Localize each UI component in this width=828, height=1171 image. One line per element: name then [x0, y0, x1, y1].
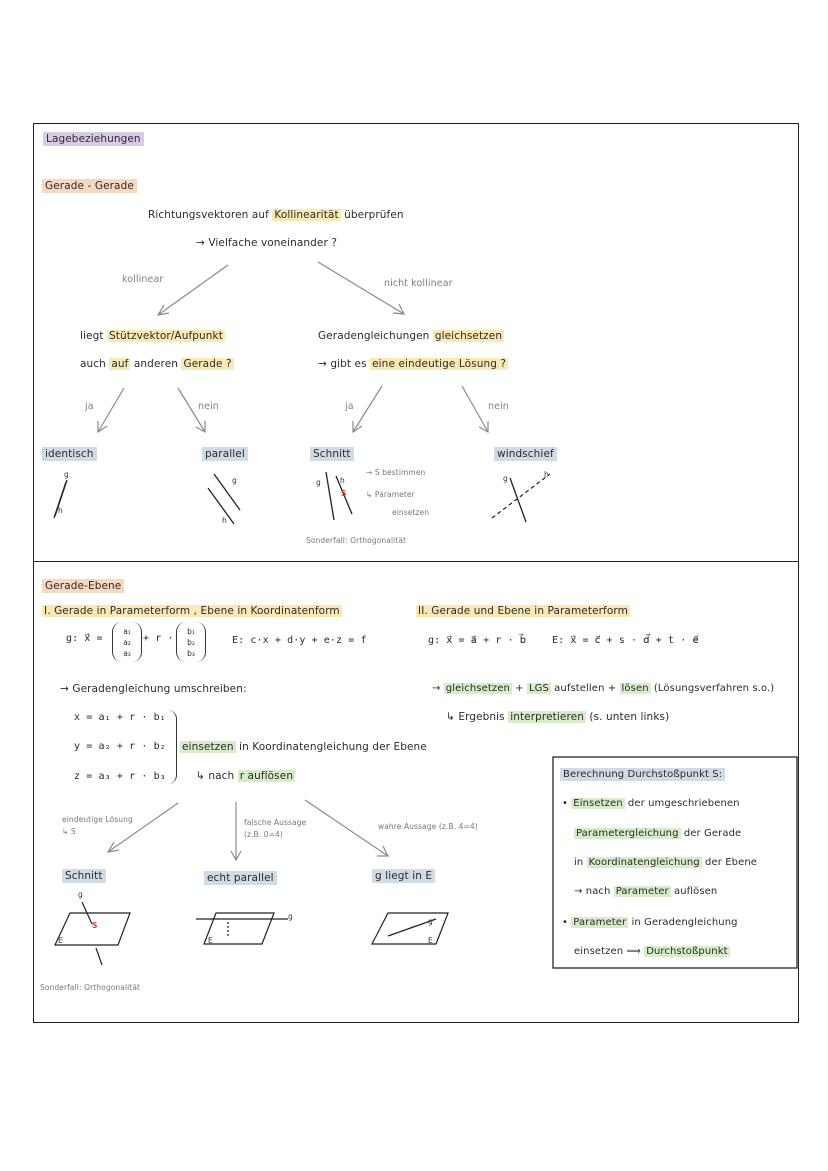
gg-left-question-2: auch auf anderen Gerade ? [80, 358, 232, 370]
ge-case2-note-1: falsche Aussage [244, 818, 307, 827]
gg-right-question-2: → gibt es eine eindeutige Lösung ? [318, 358, 507, 370]
gg-schnitt-label-s: S [341, 489, 347, 498]
ge-liegt-label-g: g [428, 917, 433, 926]
box-b2-line1: • Parameter in Geradengleichung [562, 917, 738, 928]
ge-result-echt-parallel: echt parallel [204, 871, 277, 885]
gg-parallel-label-h: h [222, 516, 227, 525]
ge-section-1-title: I. Gerade in Parameterform , Ebene in Koordinatenform [44, 605, 340, 617]
ge-result-liegt-in-e: g liegt in E [372, 869, 435, 883]
ge-solve: ↳ nach r auflösen [196, 770, 294, 782]
gg-branch-kollinear: kollinear [122, 274, 164, 285]
ge-parallel-label-g: g [288, 912, 293, 921]
gg-schnitt-note-1: → S bestimmen [366, 468, 426, 477]
gg-result-parallel: parallel [202, 447, 248, 461]
ge-brace [168, 710, 177, 784]
gg-branch-nicht-kollinear: nicht kollinear [384, 278, 453, 289]
ge-heading: Gerade-Ebene [42, 579, 124, 593]
gg-right-question: Geradengleichungen gleichsetzen [318, 330, 503, 342]
gg-result-identisch: identisch [42, 447, 97, 461]
ge-ii-step-1: → gleichsetzen + LGS aufstellen + lösen (Lösungsverfahren s.o.) [432, 683, 775, 694]
ge-rewrite: → Geradengleichung umschreiben: [60, 683, 247, 695]
gg-identisch-label-h: h [58, 506, 63, 515]
gg-ja-2: ja [345, 401, 354, 412]
gg-schnitt-note-2: ↳ Parameter [366, 490, 415, 499]
ge-section-2-title: II. Gerade und Ebene in Parameterform [418, 605, 628, 617]
ge-schnitt-label-e: E [58, 936, 63, 945]
ge-g-param-label: g: x⃗ = [66, 633, 103, 644]
ge-case3-note: wahre Aussage (z.B. 4=4) [378, 822, 478, 831]
ge-schnitt-label-s: S [92, 921, 98, 930]
gg-schnitt-label-g: g [316, 478, 321, 487]
gg-parallel-label-g: g [232, 476, 237, 485]
ge-parallel-label-e: E [208, 936, 213, 945]
ge-g-param-2: g: x⃗ = a⃗ + r · b⃗ [428, 635, 527, 646]
ge-eq-x: x = a₁ + r · b₁ [74, 712, 166, 723]
gg-nein-1: nein [198, 401, 219, 412]
gg-result-schnitt: Schnitt [310, 447, 354, 461]
gg-intro-line2: → Vielfache voneinander ? [196, 237, 338, 249]
gg-nein-2: nein [488, 401, 509, 412]
page-title: Lagebeziehungen [43, 132, 144, 146]
ge-insert: einsetzen in Koordinatengleichung der Ebene [182, 741, 427, 753]
ge-result-schnitt: Schnitt [62, 869, 106, 883]
ge-g-param-plus: + r · [143, 633, 174, 644]
gg-sonderfall: Sonderfall: Orthogonalität [306, 536, 407, 545]
ge-vector-b: b₁ b₂ b₃ [176, 622, 206, 662]
gg-schnitt-note-3: einsetzen [392, 508, 430, 517]
ge-ii-step-2: ↳ Ergebnis interpretieren (s. unten links) [446, 711, 670, 723]
box-b2-line2: einsetzen ⟹ Durchstoßpunkt [574, 946, 728, 957]
gg-ja-1: ja [85, 401, 94, 412]
ge-case2-note-2: (z.B. 0=4) [244, 830, 283, 839]
ge-schnitt-label-g: g [78, 890, 83, 899]
gg-windschief-label-g: g [503, 474, 508, 483]
ge-e-param-2: E: x⃗ = c⃗ + s · d⃗ + t · e⃗ [552, 635, 699, 646]
gg-schnitt-label-h: h [340, 476, 345, 485]
box-b1-line4: → nach Parameter auflösen [574, 886, 718, 897]
ge-sonderfall: Sonderfall: Orthogonalität [40, 983, 141, 992]
gg-identisch-label-g: g [64, 470, 69, 479]
ge-e-coord: E: c·x + d·y + e·z = f [232, 635, 367, 646]
box-b1-line1: • Einsetzen der umgeschriebenen [562, 798, 740, 809]
gg-windschief-label-h: h [544, 470, 549, 479]
gg-intro: Richtungsvektoren auf Kollinearität überprüfen [148, 209, 404, 221]
ge-liegt-label-e: E [428, 936, 433, 945]
box-b1-line3: in Koordinatengleichung der Ebene [574, 857, 758, 868]
ge-case1-note-2: ↳ S [62, 827, 76, 836]
ge-case1-note-1: eindeutige Lösung [62, 815, 133, 824]
ge-vector-a: a₁ a₂ a₃ [112, 622, 142, 662]
gg-result-windschief: windschief [494, 447, 557, 461]
gg-left-question: liegt Stützvektor/Aufpunkt [80, 330, 223, 342]
gg-heading: Gerade - Gerade [42, 179, 137, 193]
box-title: Berechnung Durchstoßpunkt S: [560, 768, 725, 781]
ge-eq-z: z = a₃ + r · b₃ [74, 771, 166, 782]
box-b1-line2: Parametergleichung der Gerade [576, 828, 742, 839]
ge-eq-y: y = a₂ + r · b₂ [74, 741, 166, 752]
